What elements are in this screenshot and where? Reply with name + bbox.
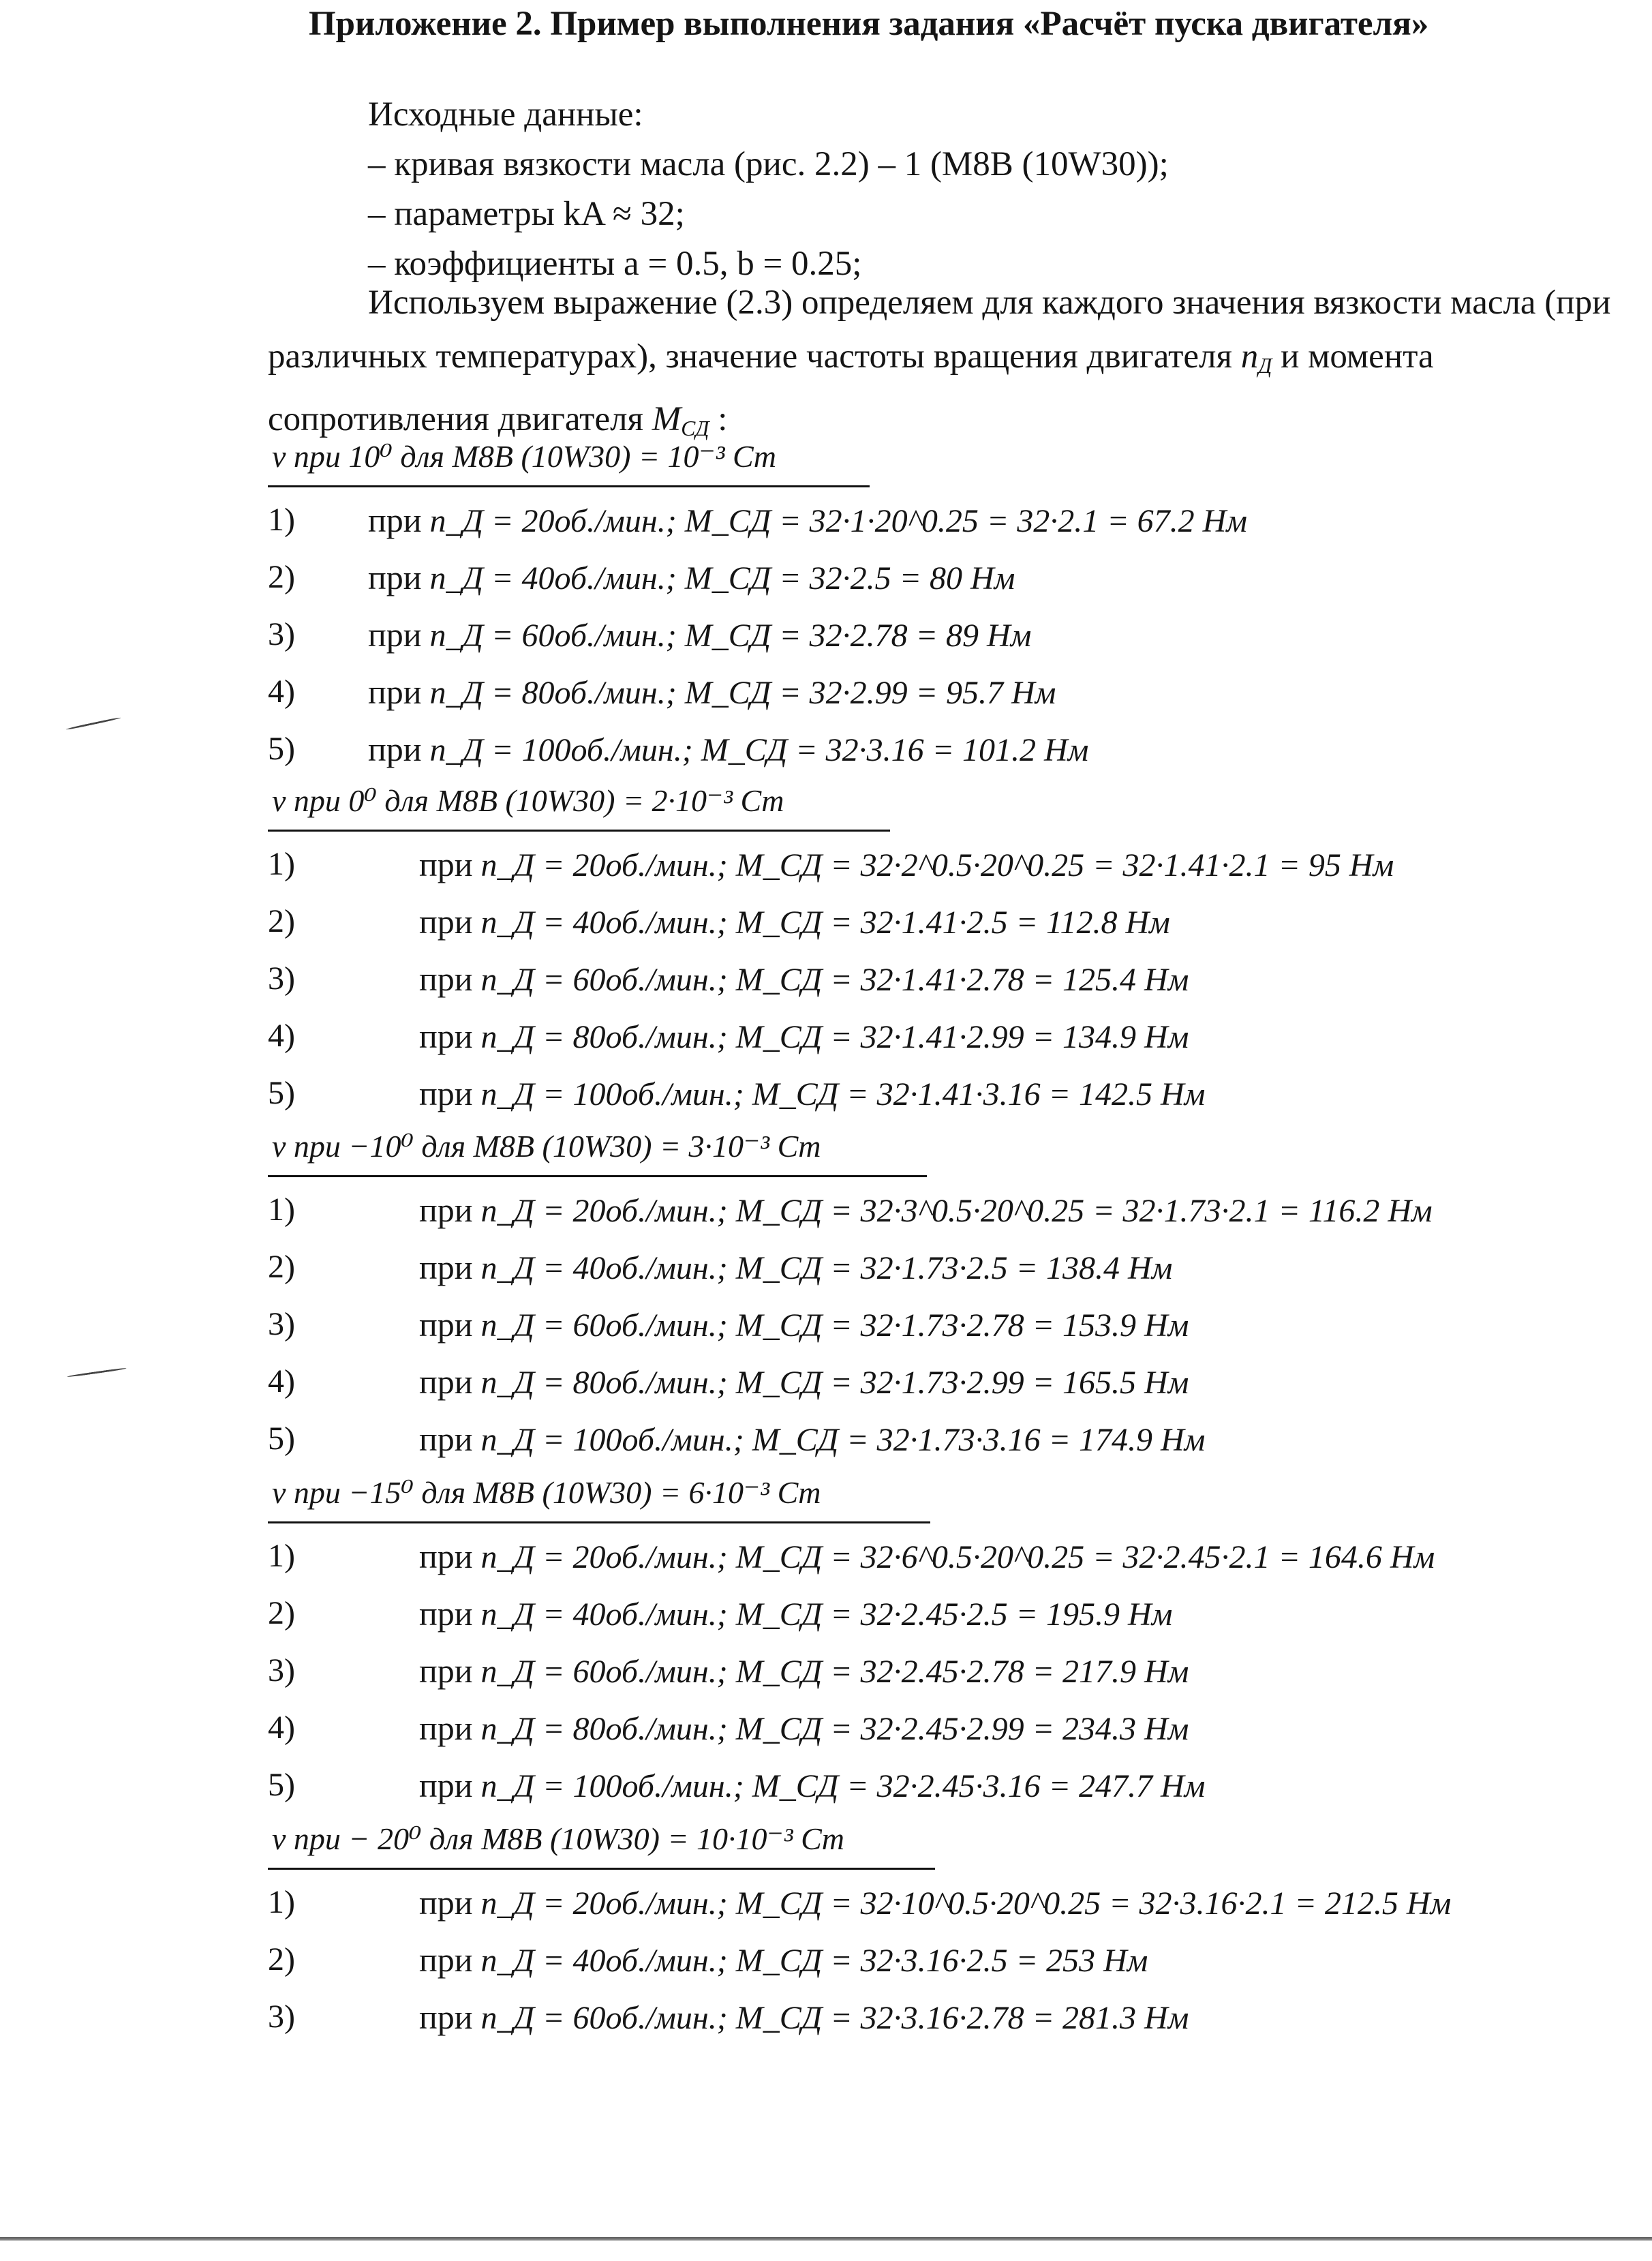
row-prefix: при [419, 1305, 473, 1344]
row-formula [419, 1874, 1451, 1932]
row-number: 1) [268, 1192, 295, 1228]
row-prefix: при [419, 1941, 473, 1979]
row-prefix: при [419, 1074, 473, 1112]
row-formula [368, 549, 1015, 607]
row-number: 5) [268, 731, 295, 767]
scan-edge-line [0, 2237, 1652, 2241]
row-expression: n_Д = 40об./мин.; M_СД = 32·2.45·2.5 = 195.9 Нм [480, 1596, 1173, 1633]
row-formula [368, 491, 1247, 550]
intro-paragraph [268, 276, 1645, 455]
calc-row [268, 836, 1394, 893]
row-prefix: при [419, 902, 473, 941]
row-number: 3) [268, 960, 295, 997]
calc-section [268, 1126, 1433, 1468]
row-prefix: при [419, 960, 473, 998]
calc-row [268, 1931, 1148, 1988]
row-number: 5) [268, 1421, 295, 1457]
row-prefix: при [419, 1709, 473, 1747]
calc-row [268, 1642, 1189, 1699]
page-title: Приложение 2. Пример выполнения задания «Расчёт пуска двигателя» [309, 5, 1429, 43]
row-number: 4) [268, 673, 295, 710]
row-expression: n_Д = 60об./мин.; M_СД = 32·2.78 = 89 Нм [429, 618, 1032, 654]
calc-row [268, 1296, 1189, 1353]
row-expression: n_Д = 100об./мин.; M_СД = 32·1.41·3.16 = 142.5 Нм [480, 1076, 1206, 1112]
row-expression: n_Д = 60об./мин.; M_СД = 32·3.16·2.78 = 281.3 Нм [480, 2000, 1189, 2036]
row-formula [419, 950, 1189, 1009]
calc-row [268, 549, 1015, 606]
row-expression: n_Д = 40об./мин.; M_СД = 32·1.73·2.5 = 138.4 Нм [480, 1250, 1173, 1286]
intro-line: – кривая вязкости масла (рис. 2.2) – 1 (М8В (10W30)); [368, 145, 1169, 183]
row-number: 4) [268, 1363, 295, 1399]
row-number: 3) [268, 616, 295, 652]
row-number: 5) [268, 1767, 295, 1803]
calc-section [268, 1472, 1435, 1814]
calc-row [268, 1528, 1435, 1585]
row-formula [419, 1988, 1189, 2047]
row-number: 4) [268, 1710, 295, 1746]
row-formula [419, 1353, 1189, 1412]
section-underline [268, 485, 870, 487]
row-prefix: при [419, 845, 473, 883]
paragraph-colon: : [718, 399, 728, 438]
calc-row [268, 606, 1032, 663]
row-formula [419, 1757, 1205, 1815]
paragraph-text: и момента сопротивления двигателя [268, 337, 1434, 438]
row-expression: n_Д = 60об./мин.; M_СД = 32·1.73·2.78 = 153.9 Нм [480, 1307, 1189, 1344]
row-number: 5) [268, 1075, 295, 1111]
calc-row [268, 663, 1056, 720]
row-formula [419, 1065, 1205, 1123]
intro-block [368, 90, 1169, 289]
section-underline [268, 1521, 930, 1523]
row-expression: n_Д = 20об./мин.; M_СД = 32·6^0.5·20^0.25 = 32·2.45·2.1 = 164.6 Нм [480, 1539, 1435, 1575]
calc-row [268, 1065, 1206, 1122]
row-expression: n_Д = 100об./мин.; M_СД = 32·3.16 = 101.2 Нм [429, 732, 1089, 768]
calc-section [268, 1819, 1452, 2046]
mcd-symbol: $M_{СД}$ [652, 399, 709, 440]
row-formula [419, 1585, 1172, 1643]
row-prefix: при [368, 730, 422, 768]
section-heading: ν при −10⁰ для М8В (10W30) = 3·10⁻³ Cт [272, 1129, 821, 1164]
calc-row [268, 1353, 1189, 1410]
row-expression: n_Д = 20об./мин.; M_СД = 32·2^0.5·20^0.25 = 32·1.41·2.1 = 95 Нм [480, 847, 1394, 883]
section-underline [268, 1175, 927, 1177]
row-expression: n_Д = 80об./мин.; M_СД = 32·1.41·2.99 = 134.9 Нм [480, 1019, 1189, 1055]
calc-row [268, 893, 1170, 950]
calc-row [268, 1181, 1433, 1239]
row-prefix: при [419, 1652, 473, 1690]
row-prefix: при [419, 1883, 473, 1922]
row-formula [368, 606, 1031, 665]
row-formula [419, 1410, 1205, 1469]
row-prefix: при [419, 1363, 473, 1401]
row-prefix: при [419, 1766, 473, 1804]
row-prefix: при [368, 558, 422, 596]
section-underline [268, 830, 890, 832]
scan-mark [66, 717, 121, 731]
row-expression: n_Д = 20об./мин.; M_СД = 32·3^0.5·20^0.25 = 32·1.73·2.1 = 116.2 Нм [480, 1193, 1433, 1229]
row-expression: n_Д = 80об./мин.; M_СД = 32·2.45·2.99 = 234.3 Нм [480, 1711, 1189, 1747]
calc-row [268, 1585, 1173, 1642]
row-formula [419, 1642, 1189, 1701]
calc-row [268, 720, 1089, 778]
row-formula [419, 1239, 1172, 1297]
row-prefix: при [419, 1248, 473, 1286]
row-expression: n_Д = 60об./мин.; M_СД = 32·2.45·2.78 = 217.9 Нм [480, 1654, 1189, 1690]
row-number: 2) [268, 1595, 295, 1631]
row-number: 1) [268, 846, 295, 882]
row-prefix: при [419, 1537, 473, 1575]
nd-symbol: $n_Д$ [1240, 337, 1272, 378]
row-expression: n_Д = 40об./мин.; M_СД = 32·2.5 = 80 Нм [429, 560, 1015, 596]
row-prefix: при [368, 673, 422, 711]
row-prefix: при [419, 1594, 473, 1633]
row-number: 2) [268, 1941, 295, 1977]
row-prefix: при [419, 1998, 473, 2036]
calc-row [268, 1874, 1452, 1931]
calc-row [268, 1410, 1206, 1468]
row-expression: n_Д = 40об./мин.; M_СД = 32·3.16·2.5 = 253 Нм [480, 1943, 1148, 1979]
row-prefix: при [368, 501, 422, 539]
calc-row [268, 491, 1247, 549]
row-formula [368, 720, 1088, 779]
intro-line: Исходные данные: [368, 95, 643, 134]
section-heading: ν при −15⁰ для М8В (10W30) = 6·10⁻³ Cт [272, 1475, 821, 1510]
row-formula [419, 1699, 1189, 1758]
scan-mark [67, 1367, 127, 1378]
row-number: 3) [268, 1306, 295, 1342]
paragraph-text: Используем выражение (2.3) определяем для каждого значения вязкости масла (при различных температурах), значение частоты вращения двигателя [268, 284, 1611, 376]
section-heading: ν при 0⁰ для М8В (10W30) = 2·10⁻³ Cт [272, 783, 784, 818]
row-formula [419, 1931, 1148, 1990]
row-expression: n_Д = 60об./мин.; M_СД = 32·1.41·2.78 = 125.4 Нм [480, 962, 1189, 998]
row-formula [368, 663, 1056, 722]
row-expression: n_Д = 20об./мин.; M_СД = 32·10^0.5·20^0.25 = 32·3.16·2.1 = 212.5 Нм [480, 1885, 1452, 1922]
row-expression: n_Д = 80об./мин.; M_СД = 32·2.99 = 95.7 Нм [429, 675, 1056, 711]
row-expression: n_Д = 40об./мин.; M_СД = 32·1.41·2.5 = 112.8 Нм [480, 905, 1170, 941]
row-formula [419, 893, 1170, 952]
row-formula [419, 1528, 1435, 1586]
intro-line: – параметры kA ≈ 32; [368, 195, 685, 233]
calc-row [268, 1988, 1189, 2046]
calc-row [268, 1699, 1189, 1757]
row-number: 4) [268, 1018, 295, 1054]
row-number: 3) [268, 1652, 295, 1688]
row-number: 1) [268, 1884, 295, 1920]
section-underline [268, 1868, 935, 1870]
calc-row [268, 1007, 1189, 1065]
row-prefix: при [368, 616, 422, 654]
row-prefix: при [419, 1191, 473, 1229]
calc-row [268, 950, 1189, 1007]
section-heading: ν при − 20⁰ для М8В (10W30) = 10·10⁻³ Cт [272, 1821, 844, 1856]
row-expression: n_Д = 100об./мин.; M_СД = 32·1.73·3.16 = 174.9 Нм [480, 1422, 1206, 1458]
calc-row [268, 1239, 1173, 1296]
row-formula [419, 1181, 1433, 1240]
row-number: 1) [268, 1538, 295, 1574]
section-heading: ν при 10⁰ для М8В (10W30) = 10⁻³ Cт [272, 439, 776, 474]
row-formula [419, 1007, 1189, 1066]
row-formula [419, 1296, 1189, 1354]
calc-section [268, 436, 1247, 778]
row-expression: n_Д = 80об./мин.; M_СД = 32·1.73·2.99 = 165.5 Нм [480, 1365, 1189, 1401]
row-prefix: при [419, 1420, 473, 1458]
row-number: 3) [268, 1999, 295, 2035]
row-number: 1) [268, 502, 295, 538]
intro-line: – коэффициенты a = 0.5, b = 0.25; [368, 245, 862, 283]
calc-section [268, 780, 1394, 1122]
row-expression: n_Д = 100об./мин.; M_СД = 32·2.45·3.16 = 247.7 Нм [480, 1768, 1206, 1804]
row-number: 2) [268, 903, 295, 939]
row-number: 2) [268, 559, 295, 595]
row-number: 2) [268, 1249, 295, 1285]
row-prefix: при [419, 1017, 473, 1055]
calc-row [268, 1757, 1206, 1814]
row-expression: n_Д = 20об./мин.; M_СД = 32·1·20^0.25 = 32·2.1 = 67.2 Нм [429, 503, 1247, 539]
row-formula [419, 836, 1394, 894]
